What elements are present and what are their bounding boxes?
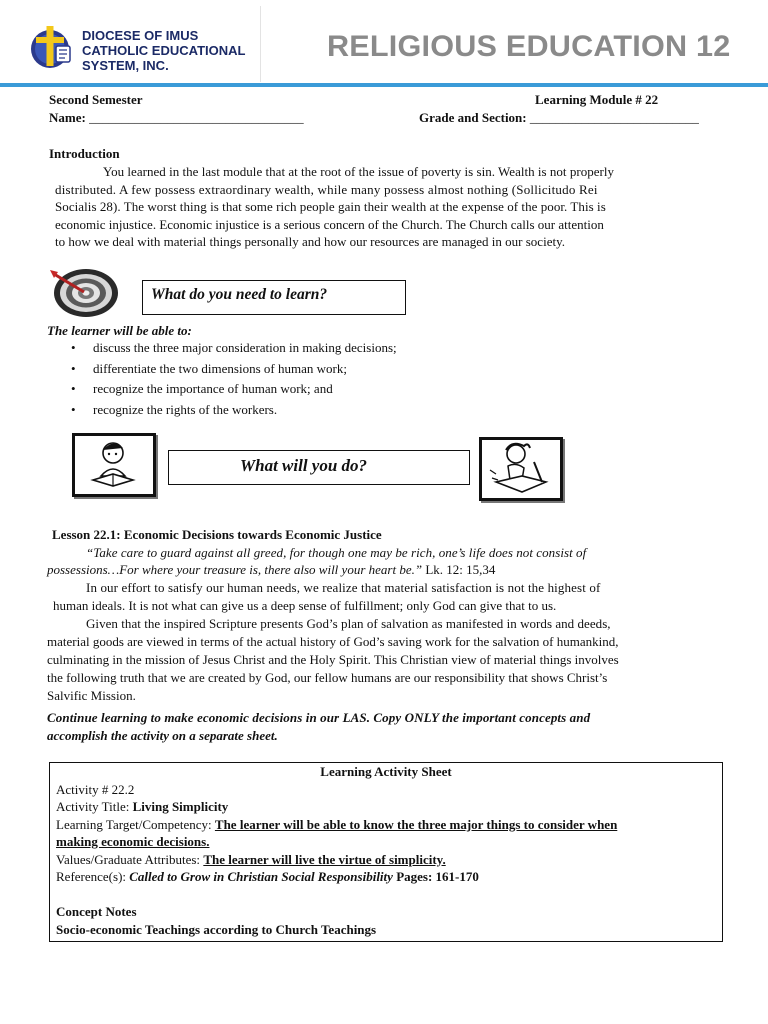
objectives-list (47, 338, 647, 420)
paragraph-line: culminating in the mission of Jesus Christ and the Holy Spirit. This Christian view of material things involves (47, 652, 619, 667)
objectives-lead: The learner will be able to: (47, 323, 192, 338)
instruction-line: Continue learning to make economic decisions in our LAS. Copy ONLY the important concepts and (47, 710, 591, 725)
intro-line: Socialis 28). The worst thing is that some rich people gain their wealth at the expense of the poor. This is (55, 199, 606, 214)
module-number: Learning Module # 22 (535, 92, 659, 107)
grade-blank-line: __________________________ (529, 110, 699, 125)
values-row (56, 851, 722, 869)
values-label: Values/Graduate Attributes: (56, 851, 201, 867)
paragraph-line: the following truth that we are created by God, our fellow humans are our responsibility that shows Christ’s (47, 670, 608, 685)
scripture-reference: Lk. 12: 15,34 (422, 562, 496, 577)
name-field[interactable] (49, 109, 304, 127)
diocese-logo-icon (30, 24, 76, 72)
organization-name (82, 28, 245, 73)
org-line-3: SYSTEM, INC. (82, 58, 169, 73)
header-rule (0, 83, 768, 87)
list-item: • recognize the rights of the workers. (47, 400, 647, 421)
values-text: The learner will live the virtue of simplicity. (203, 851, 446, 867)
paragraph-line: material goods are viewed in terms of the actual history of God’s saving work for the salvation of humankind, (47, 634, 619, 649)
org-line-2: CATHOLIC EDUCATIONAL (82, 43, 246, 58)
las-title: Learning Activity Sheet (320, 764, 452, 779)
intro-line: distributed. A few possess extraordinary wealth, while many possess almost nothing (Sollicitudo Rei (55, 181, 598, 197)
semester-label: Second Semester (49, 92, 143, 107)
paragraph-line: In our effort to satisfy our human needs, we realize that material satisfaction is not the highest of (86, 580, 601, 595)
introduction-paragraph (55, 163, 709, 251)
scripture-quote-line: “Take care to guard against all greed, for though one may be rich, one’s life does not consist of (86, 545, 587, 560)
learn-box-label: What do you need to learn? (151, 286, 328, 303)
list-item: • discuss the three major consideration in making decisions; (47, 338, 647, 359)
reference-pages: Pages: 161-170 (396, 869, 479, 884)
name-blank-line: _________________________________ (89, 110, 304, 125)
intro-line: to how we deal with material things personally and how our resources are managed in our society. (55, 234, 565, 249)
target-row (56, 816, 722, 834)
reference-row (56, 868, 722, 886)
name-label: Name: (49, 110, 86, 125)
target-dart-icon (46, 266, 120, 318)
learn-box (142, 280, 406, 315)
concept-notes-heading: Concept Notes (56, 904, 137, 919)
do-box (168, 450, 470, 485)
spacer (56, 886, 722, 904)
paragraph-line: human ideals. It is not what can give us a deep sense of fulfillment; only God can give that to us. (53, 598, 557, 613)
activity-title-row (56, 798, 722, 816)
student-reading-icon (72, 433, 156, 497)
learning-activity-sheet (49, 762, 723, 942)
scripture-quote-line-2 (47, 561, 495, 579)
paragraph-line: Given that the inspired Scripture presents God’s plan of salvation as manifested in words and deeds, (86, 616, 611, 631)
grade-section-field[interactable] (419, 109, 699, 127)
student-writing-icon (479, 437, 563, 501)
activity-title: Living Simplicity (132, 799, 229, 814)
subject-title: RELIGIOUS EDUCATION 12 (327, 30, 731, 63)
reference-label: Reference(s): (56, 869, 127, 884)
intro-line: economic injustice. Economic injustice is a serious concern of the Church. The Church calls our attention (55, 216, 604, 232)
target-text-continued: making economic decisions. (56, 834, 210, 849)
introduction-heading: Introduction (49, 146, 120, 161)
paragraph-line: Salvific Mission. (47, 688, 136, 703)
target-text: The learner will be able to know the three major things to consider when (214, 816, 618, 832)
page-header (0, 0, 768, 86)
org-line-1: DIOCESE OF IMUS (82, 28, 199, 43)
do-box-label: What will you do? (240, 456, 368, 475)
list-item: • differentiate the two dimensions of human work; (47, 359, 647, 380)
list-item: • recognize the importance of human work; and (47, 379, 647, 400)
activity-title-label: Activity Title: (56, 799, 130, 814)
scripture-quote-text: possessions…For where your treasure is, there also will your heart be.” (47, 562, 423, 577)
lesson-heading: Lesson 22.1: Economic Decisions towards Economic Justice (52, 527, 382, 542)
intro-line: You learned in the last module that at the root of the issue of poverty is sin. Wealth is not properly (103, 164, 615, 179)
activity-number: Activity # 22.2 (56, 781, 135, 797)
reference-book: Called to Grow in Christian Social Responsibility (129, 869, 393, 884)
instruction-line: accomplish the activity on a separate sheet. (47, 728, 278, 743)
target-label: Learning Target/Competency: (56, 816, 212, 832)
grade-label: Grade and Section: (419, 110, 527, 125)
concept-notes-subheading: Socio-economic Teachings according to Church Teachings (56, 921, 377, 937)
